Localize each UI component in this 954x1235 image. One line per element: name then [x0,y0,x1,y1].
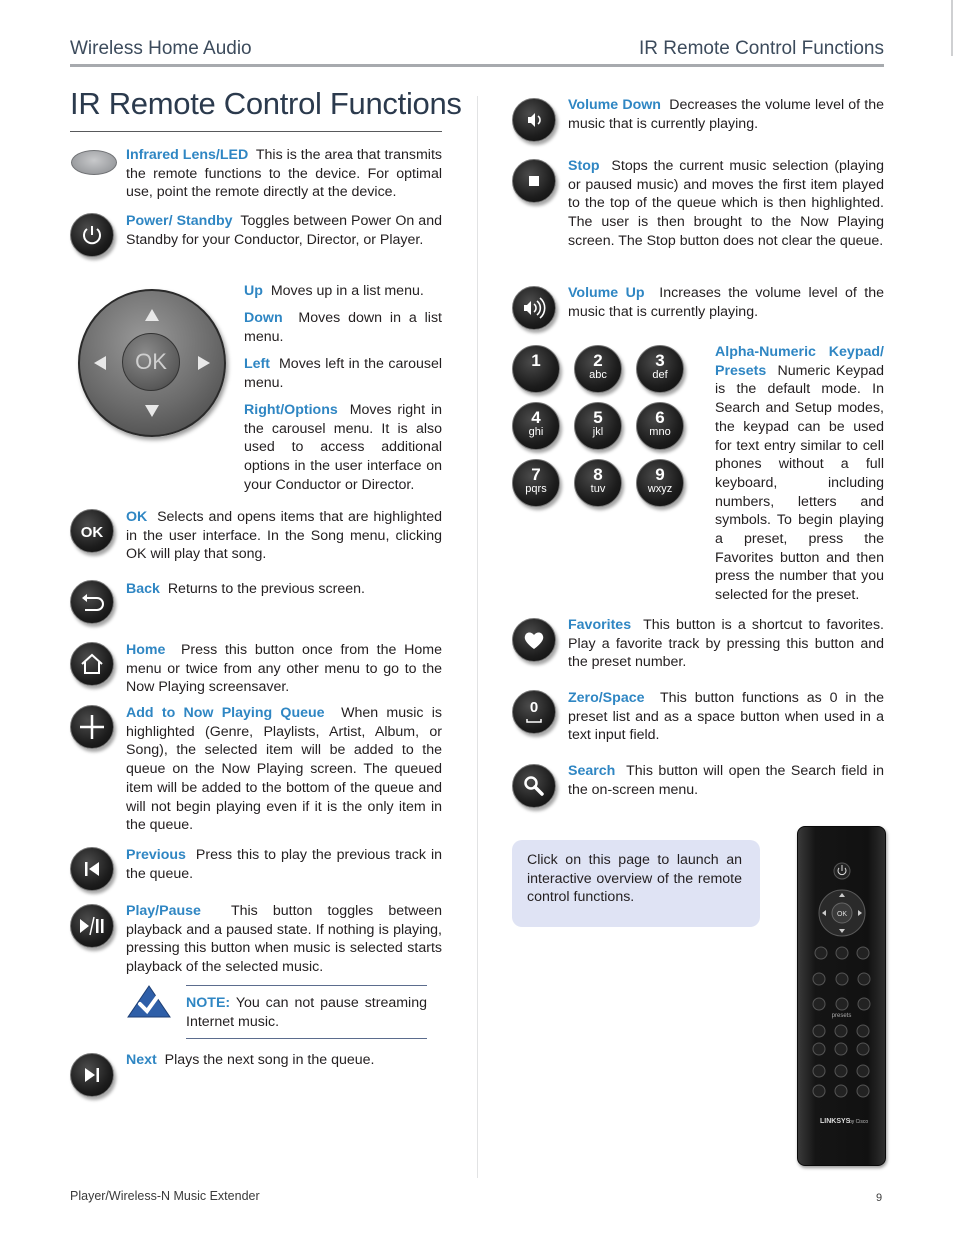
heart-icon [512,618,556,662]
interactive-overview-callout[interactable] [512,840,760,927]
title-rule [70,131,442,132]
infrared-lens-icon [71,150,117,175]
previous-label: Previous [126,847,186,863]
note-label: NOTE: [186,995,231,1011]
next-description [126,1051,442,1070]
power-description [126,212,442,249]
keypad-text: Numeric Keypad is the default mode. In Search and Setup modes, the keypad can be used for text entry similar to cell phones without a full keyboard, including numbers, letters and symbols. To begin playing a preset, press the Favorites button and then press the number that you selected for the preset. [715,362,884,604]
keypad-description [715,343,884,605]
playpause-label: Play/Pause [126,903,201,919]
home-icon [70,642,114,686]
down-description [244,309,442,346]
key-4-digit: 4 [531,408,541,427]
key-5 [574,402,622,450]
note-top-rule [186,985,427,986]
voldown-description [568,96,884,133]
header-right: IR Remote Control Functions [639,38,884,59]
next-icon [70,1053,114,1097]
back-text: Returns to the previous screen. [167,581,365,597]
right-text: Moves right in the carousel menu. It is also used to access additional options in the user interface on your Conductor or Director. [244,402,443,493]
home-label: Home [126,642,166,658]
note-checkmark-icon [126,984,172,1020]
volume-up-icon [512,286,556,330]
stop-text: Stops the current music selection (playing or paused music) and moves the first item played to the top of the queue which is then highlighted. The user is then brought to the Now Playing screen. The Stop button does not clear the queue. [568,158,885,249]
column-divider [477,96,478,1178]
search-text: This button will open the Search field in the on-screen menu. [568,763,884,798]
key-8 [574,459,622,507]
back-icon [70,580,114,624]
zero-space-button [512,690,556,734]
power-text: Toggles between Power On and Standby for your Conductor, Director, or Player. [126,213,442,248]
key-6-letters: mno [649,426,671,438]
voldown-label: Volume Down [568,97,661,113]
key-9 [636,459,684,507]
volup-text: Increases the volume level of the music that is currently playing. [568,285,884,320]
page-edge-mark [951,0,953,56]
key-9-digit: 9 [655,465,665,484]
favorites-label: Favorites [568,617,632,633]
key-8-digit: 8 [593,465,603,484]
left-text: Moves left in the carousel menu. [244,356,443,391]
note-bottom-rule [186,1038,427,1039]
ok-description [126,508,442,564]
key-5-digit: 5 [593,408,603,427]
favorites-description [568,616,884,672]
up-label: Up [244,283,263,299]
key-5-letters: jkl [592,426,604,438]
power-icon [70,213,114,257]
note-text: You can not pause streaming Internet music. [186,995,427,1030]
key-3 [636,345,684,393]
previous-description [126,846,442,883]
up-text: Moves up in a list menu. [270,283,424,299]
page-title: IR Remote Control Functions [70,86,462,121]
back-description [126,580,442,599]
search-icon [512,764,556,808]
volup-description [568,284,884,321]
left-label: Left [244,356,271,372]
playpause-text: This button toggles between playback and a paused state. If nothing is playing, pressing this button when music is selected starts playback of the selected music. [126,903,442,976]
key-9-letters: wxyz [647,483,673,495]
add-description [126,704,442,835]
ok-label: OK [126,509,148,525]
key-7-digit: 7 [531,465,541,484]
down-label: Down [244,310,283,326]
remote-presets-label: presets [831,1013,852,1019]
zero-text: This button functions as 0 in the preset list and as a space button when used in a text input field. [568,690,884,744]
volume-down-icon [512,98,556,142]
dpad-ring [78,289,226,437]
power-label: Power/ Standby [126,213,233,229]
infrared-description [126,146,442,202]
add-label: Add to Now Playing Queue [126,705,325,721]
key-2-digit: 2 [593,351,603,370]
remote-brand-logo: LINKSYS [820,1118,851,1125]
ok-text: Selects and opens items that are highlighted in the user interface. In the Song menu, clicking OK will play that song. [126,509,442,563]
header-left: Wireless Home Audio [70,38,252,59]
stop-label: Stop [568,158,600,174]
key-3-digit: 3 [655,351,665,370]
callout-text[interactable]: Click on this page to launch an interactive overview of the remote control functions. [527,852,742,906]
remote-buttons-icon [798,827,885,1165]
left-description [244,355,442,392]
playpause-description [126,902,442,977]
previous-icon [70,847,114,891]
infrared-label: Infrared Lens/LED [126,147,249,163]
next-text: Plays the next song in the queue. [164,1052,375,1068]
dpad-ok-label: OK [122,333,180,391]
header-rule [70,64,884,67]
key-4-letters: ghi [528,426,544,438]
key-7 [512,459,560,507]
favorites-text: This button is a shortcut to favorites. Play a favorite track by pressing this button and the preset number. [568,617,884,671]
key-4 [512,402,560,450]
search-description [568,762,884,799]
play-pause-icon [70,904,114,948]
previous-text: Press this to play the previous track in the queue. [126,847,442,882]
key-1-digit: 1 [531,351,541,370]
svg-text:OK: OK [836,911,848,918]
svg-text:OK: OK [80,524,104,541]
home-text: Press this button once from the Home menu or twice from any other menu to go to the Now Playing screensaver. [126,642,442,696]
right-label: Right/Options [244,402,338,418]
remote-brand-by: by Cisco [849,1119,869,1125]
infrared-text: This is the area that transmits the remote functions to the device. For optimal use, point the remote directly at the device. [126,147,442,201]
zero-description [568,689,884,745]
remote-control-image [797,826,886,1166]
stop-description [568,157,884,251]
key-8-letters: tuv [590,483,606,495]
next-label: Next [126,1052,157,1068]
voldown-text: Decreases the volume level of the music that is currently playing. [568,97,884,132]
key-6 [636,402,684,450]
page-number: 9 [876,1192,883,1204]
zero-label: Zero/Space [568,690,645,706]
down-text: Moves down in a list menu. [244,310,442,345]
home-description [126,641,442,697]
footer-product: Player/Wireless-N Music Extender [70,1189,260,1203]
note-description [186,994,427,1031]
space-bar-icon [513,691,555,733]
key-1 [512,345,560,393]
ok-button-icon [70,509,114,553]
up-description [244,282,442,301]
right-description [244,401,442,495]
zero-key-digit: 0 [529,699,539,716]
key-3-letters: def [652,369,668,381]
key-2 [574,345,622,393]
add-queue-icon [70,705,114,749]
key-6-digit: 6 [655,408,665,427]
search-label: Search [568,763,616,779]
back-label: Back [126,581,160,597]
key-2-letters: abc [589,369,607,381]
keypad-label: Alpha-Numeric Keypad/ Presets [715,344,884,379]
dpad-arrows-icon [80,291,224,435]
stop-icon [512,159,556,203]
volup-label: Volume Up [568,285,645,301]
add-text: When music is highlighted (Genre, Playlists, Artist, Album, or Song), the selected item will be added to the queue on the Now Playing screen. The queued item will be added to the bottom of the queue and will not begin playing even if it is the only item in the queue. [126,705,442,834]
key-7-letters: pqrs [525,483,547,495]
